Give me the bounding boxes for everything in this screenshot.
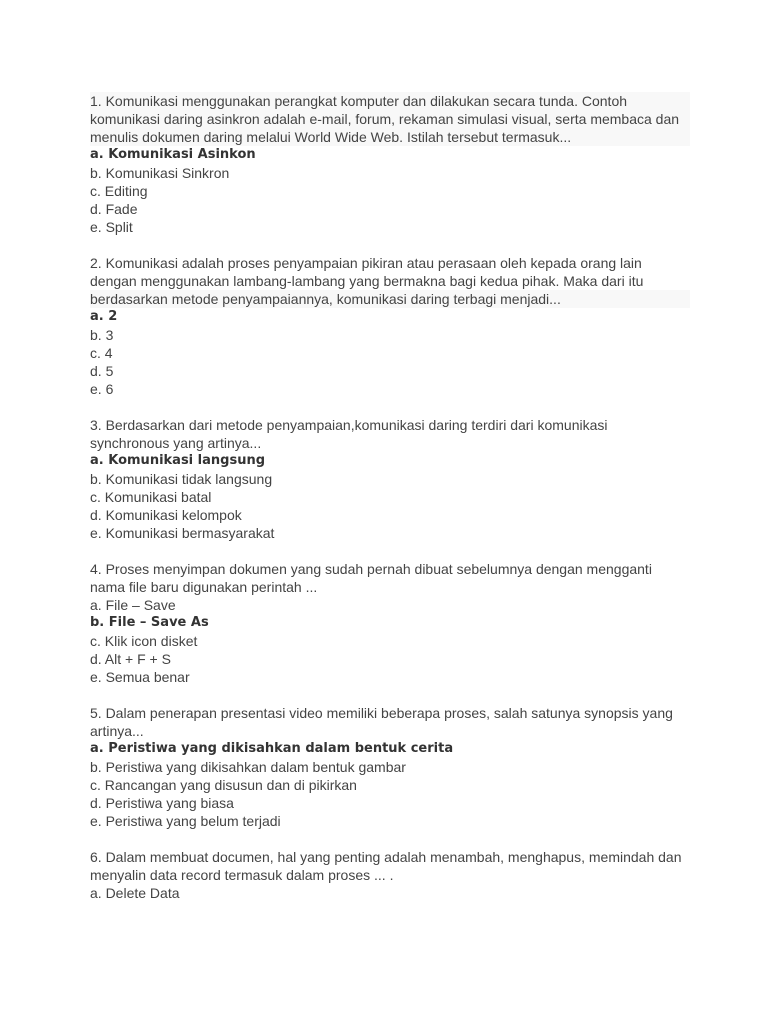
answer-option: e. Semua benar [90, 669, 190, 685]
quiz-document [90, 92, 690, 920]
question-stem: 1. Komunikasi menggunakan perangkat komputer dan dilakukan secara tunda. Contoh komunikasi daring asinkron adalah e-mail, forum, rekaman simulasi visual, serta membaca dan menulis dokumen daring melalui World Wide Web. Istilah tersebut termasuk... [90, 92, 690, 146]
answer-option: d. Komunikasi kelompok [90, 507, 242, 523]
question-stem: 5. Dalam penerapan presentasi video memiliki beberapa proses, salah satunya synopsis yang artinya... [90, 705, 673, 739]
answer-option: d. Fade [90, 201, 138, 217]
answer-option: a. File – Save [90, 597, 176, 613]
question-stem: 6. Dalam membuat documen, hal yang penting adalah menambah, menghapus, memindah dan menyalin data record termasuk dalam proses ... . [90, 849, 682, 883]
answer-option: c. Rancangan yang disusun dan di pikirkan [90, 777, 357, 793]
answer-option: e. 6 [90, 381, 114, 397]
answer-option: b. Komunikasi tidak langsung [90, 471, 273, 487]
question-6 [90, 848, 690, 902]
question-stem: 3. Berdasarkan dari metode penyampaian,komunikasi daring terdiri dari komunikasi synchronous yang artinya... [90, 417, 608, 451]
question-stem: 4. Proses menyimpan dokumen yang sudah pernah dibuat sebelumnya dengan mengganti nama file baru digunakan perintah ... [90, 561, 652, 595]
question-3 [90, 416, 690, 542]
answer-option-correct: a. Peristiwa yang dikisahkan dalam bentuk cerita [90, 741, 454, 756]
answer-option: e. Komunikasi bermasyarakat [90, 525, 275, 541]
question-5 [90, 704, 690, 830]
answer-option: c. Komunikasi batal [90, 489, 212, 505]
question-stem: 2. Komunikasi adalah proses penyampaian pikiran atau perasaan oleh kepada orang lain dengan menggunakan lambang-lambang yang bermakna bagi kedua pihak. Maka dari itu berdasarkan metode penyampaiannya, komunikasi daring terbagi menjadi... [90, 254, 690, 308]
answer-option: b. 3 [90, 327, 114, 343]
answer-option-correct: b. File – Save As [90, 615, 209, 630]
answer-option: c. 4 [90, 345, 113, 361]
answer-option: b. Komunikasi Sinkron [90, 165, 230, 181]
answer-option: a. Delete Data [90, 885, 180, 901]
answer-option: d. 5 [90, 363, 114, 379]
answer-option: e. Peristiwa yang belum terjadi [90, 813, 281, 829]
answer-option-correct: a. 2 [90, 309, 118, 324]
answer-option: b. Peristiwa yang dikisahkan dalam bentuk gambar [90, 759, 406, 775]
question-2 [90, 254, 690, 398]
answer-option-correct: a. Komunikasi langsung [90, 453, 266, 468]
question-1 [90, 92, 690, 236]
answer-option-correct: a. Komunikasi Asinkon [90, 147, 256, 162]
answer-option: c. Klik icon disket [90, 633, 198, 649]
answer-option: e. Split [90, 219, 133, 235]
answer-option: d. Alt + F + S [90, 651, 171, 667]
question-4 [90, 560, 690, 686]
answer-option: d. Peristiwa yang biasa [90, 795, 234, 811]
answer-option: c. Editing [90, 183, 148, 199]
